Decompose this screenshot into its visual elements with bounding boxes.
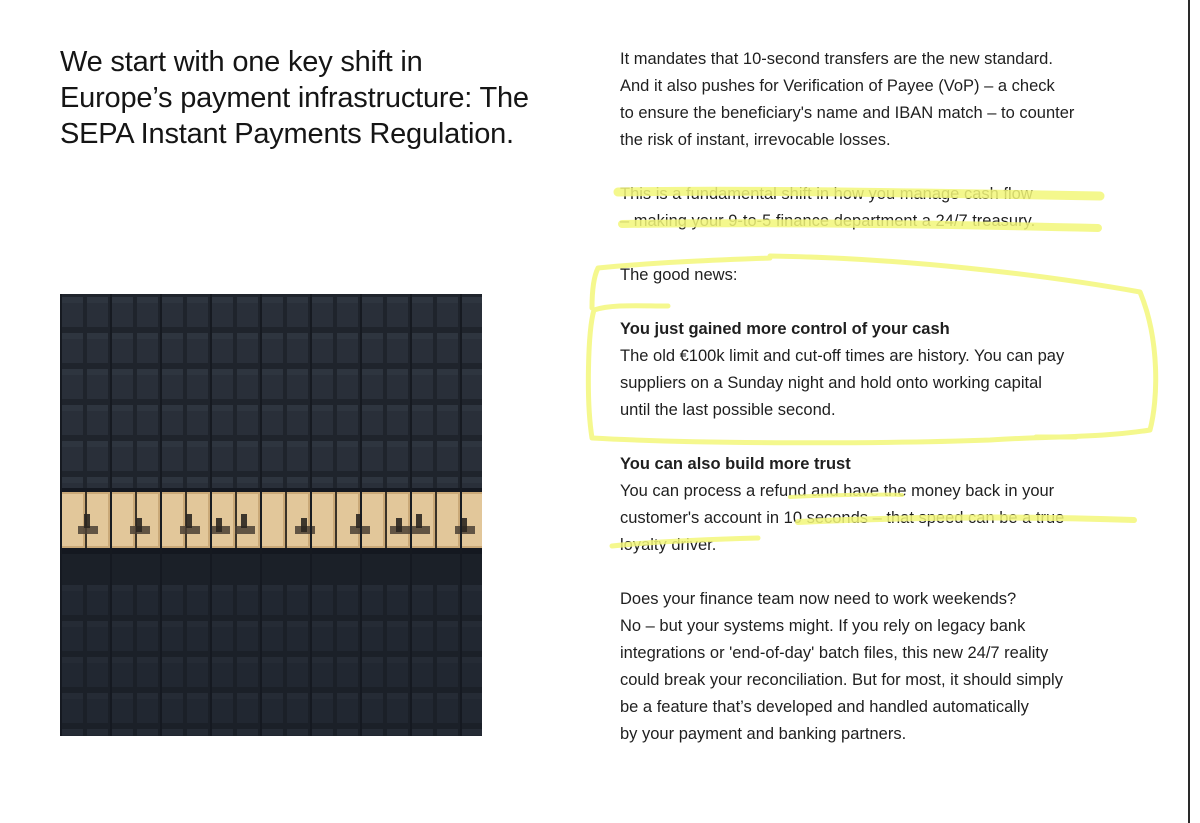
office-building-night-photo <box>60 294 482 736</box>
headline: We start with one key shift in Europe’s payment infrastructure: The SEPA Instant Payments Regulation. <box>60 46 529 150</box>
article-body <box>620 46 1160 748</box>
paragraph-control: The old €100k limit and cut-off times are history. You can pay suppliers on a Sunday night and hold onto working capital until the last possible second. <box>620 347 1065 419</box>
heading-control: You just gained more control of your cash <box>620 320 950 338</box>
paragraph-weekends: Does your finance team now need to work weekends? No – but your systems might. If you rely on legacy bank integrations or 'end-of-day' batch files, this new 24/7 reality could break your reconciliation. But for most, it should simply be a feature that’s developed and handled automatically by your payment and banking partners. <box>620 590 1063 743</box>
paragraph-trust: You can process a refund and have the money back in your customer's account in 10 seconds – that speed can be a true loyalty driver. <box>620 482 1065 554</box>
paragraph-good-news: The good news: <box>620 266 738 284</box>
page-edge-divider <box>1188 0 1190 823</box>
heading-trust: You can also build more trust <box>620 455 851 473</box>
paragraph-intro: It mandates that 10-second transfers are the new standard. And it also pushes for Verification of Payee (VoP) – a check to ensure the beneficiary's name and IBAN match – to counter the risk of instant, irrevocable losses. <box>620 50 1075 149</box>
paragraph-shift: This is a fundamental shift in how you manage cash flow – making your 9-to-5 finance department a 24/7 treasury. <box>620 185 1036 230</box>
